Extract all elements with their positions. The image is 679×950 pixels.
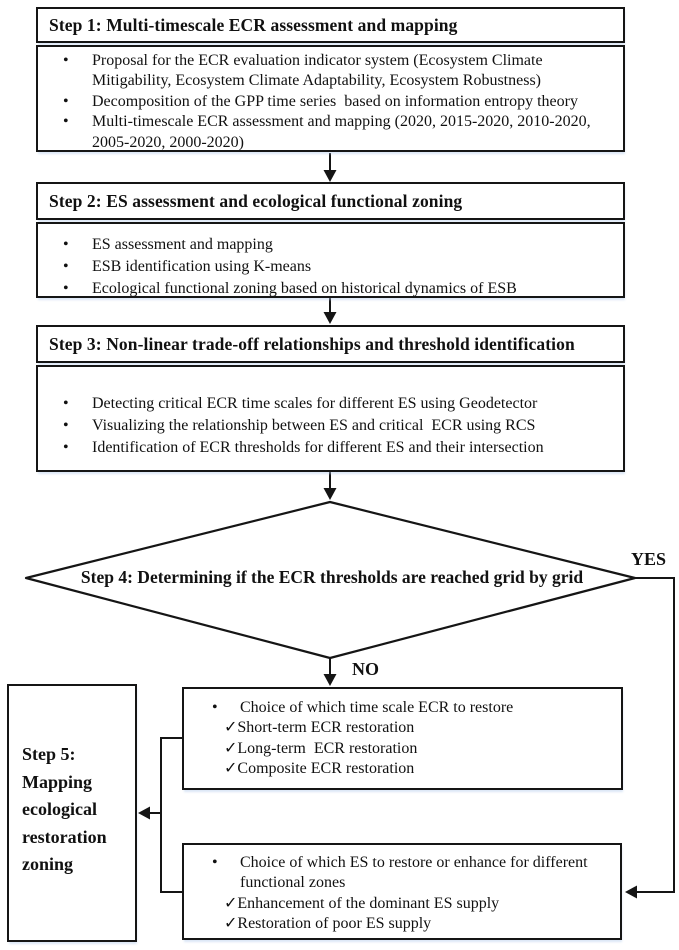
bullet-item: • Proposal for the ECR evaluation indicator system (Ecosystem Climate Mitigability, Ecosystem Climate Adaptability, Ecosystem Robustness) (38, 51, 623, 92)
bullet-item: • ES assessment and mapping (38, 234, 623, 256)
yes-label: YES (631, 549, 667, 569)
step1-content-box (36, 45, 625, 152)
path-step4-yes (625, 578, 674, 899)
step3-title-box (36, 325, 625, 363)
step3-bullet-list (38, 393, 623, 459)
step5-title: Step 5: Mapping ecological restoration zoning (22, 744, 107, 874)
check-item: ✓Long-term ECR restoration (224, 739, 418, 757)
es-restoration-list (184, 853, 620, 935)
step4-decision-label: Step 4: Determining if the ECR thresholds are reached grid by grid (80, 567, 584, 587)
step2-bullet-list (38, 234, 623, 300)
check-item: ✓Composite ECR restoration (224, 760, 415, 778)
bullet-item: • Detecting critical ECR time scales for different ES using Geodetector (38, 393, 623, 415)
bullet-item: • Ecological functional zoning based on historical dynamics of ESB (38, 278, 623, 300)
step1-bullet-list (38, 51, 623, 153)
bullet-item: • Multi-timescale ECR assessment and mapping (2020, 2015-2020, 2010-2020, 2005-2020, 2000-2020) (38, 112, 623, 153)
arrow-step4-no (324, 658, 337, 686)
bracket-connector (161, 738, 182, 892)
bullet-item: • Choice of which ES to restore or enhance for different (184, 853, 620, 873)
step2-title: Step 2: ES assessment and ecological functional zoning (49, 190, 463, 211)
check-item: ✓Restoration of poor ES supply (224, 915, 432, 933)
arrow-step3-step4 (324, 472, 337, 500)
bullet-item: • Visualizing the relationship between ES and critical ECR using RCS (38, 415, 623, 437)
step2-title-box (36, 182, 625, 220)
no-label: NO (352, 659, 379, 679)
step1-title-box (36, 7, 625, 43)
bullet-item: • ESB identification using K-means (38, 256, 623, 278)
check-item: ✓Enhancement of the dominant ES supply (224, 894, 500, 912)
arrow-bracket-step5 (138, 807, 161, 820)
step3-content-box (36, 365, 625, 472)
bullet-item: • Choice of which time scale ECR to restore (184, 698, 621, 718)
step1-title: Step 1: Multi-timescale ECR assessment and mapping (49, 14, 458, 35)
step5-box (7, 684, 137, 942)
step3-title: Step 3: Non-linear trade-off relationships and threshold identification (49, 333, 575, 354)
time-scale-list (184, 698, 621, 780)
bullet-item: • Decomposition of the GPP time series based on information entropy theory (38, 92, 623, 112)
time-scale-restoration-box (182, 687, 623, 790)
step2-content-box (36, 222, 625, 298)
bullet-item-continuation: functional zones (240, 874, 346, 892)
arrow-step2-step3 (324, 298, 337, 324)
check-item: ✓Short-term ECR restoration (224, 719, 415, 737)
es-restoration-box (182, 843, 622, 940)
arrow-step1-step2 (324, 153, 337, 182)
bullet-item: • Identification of ECR thresholds for different ES and their intersection (38, 437, 623, 459)
